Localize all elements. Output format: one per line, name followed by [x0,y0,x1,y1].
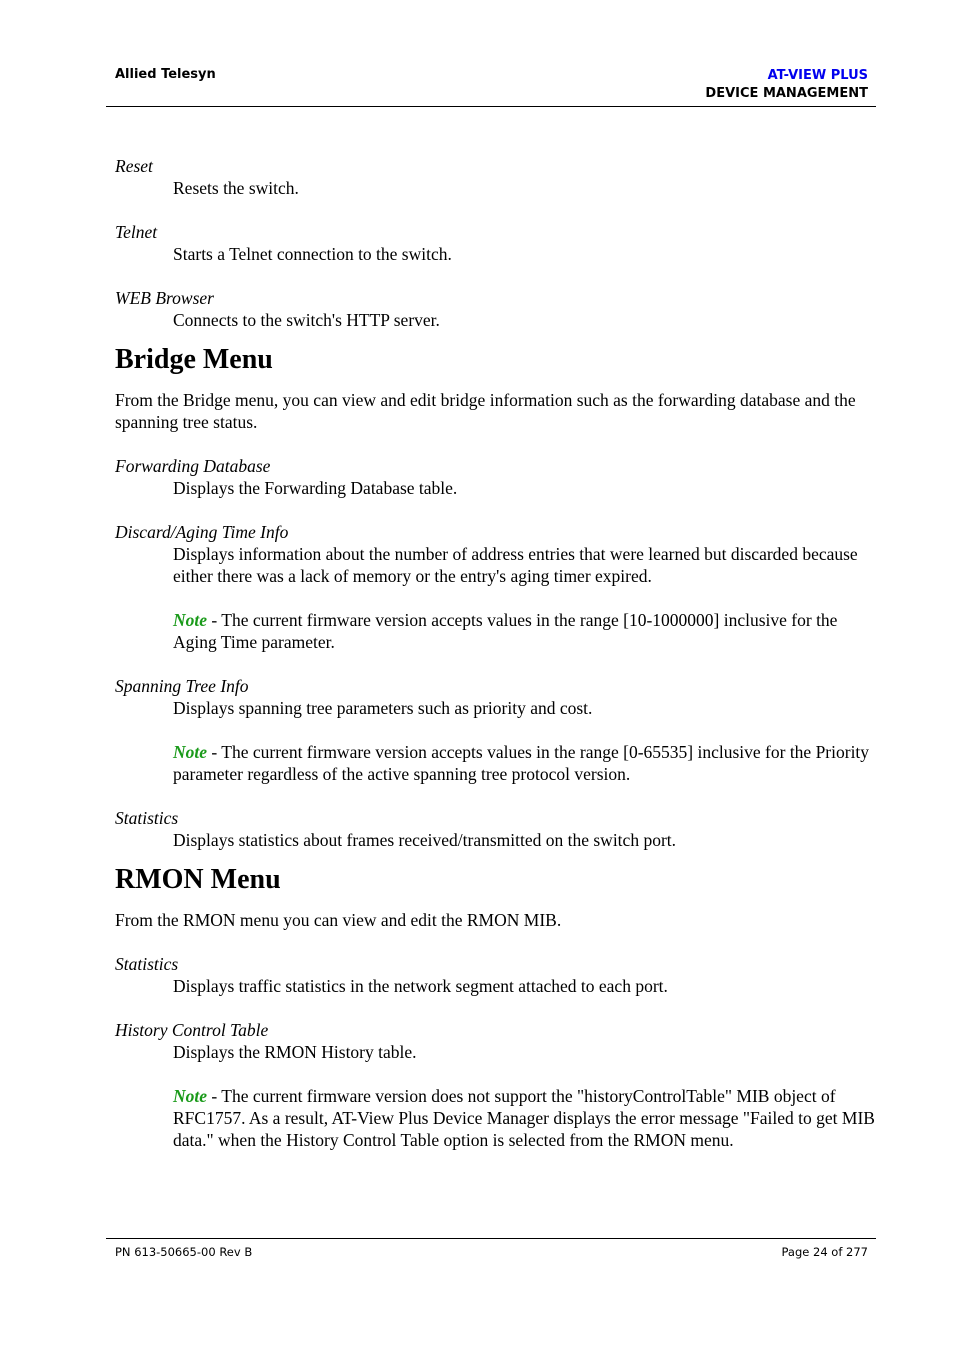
page-content [115,155,875,1151]
desc-discard-aging: Displays information about the number of address entries that were learned but discarded because either there was a lack of memory or the entry's aging timer expired. [173,544,858,586]
note-text: - The current firmware version accepts values in the range [0-65535] inclusive for the Priority parameter regardless of the active spanning tree protocol version. [173,742,870,784]
term-telnet: Telnet [115,222,158,242]
note-label: Note [173,1086,208,1106]
note-text: - The current firmware version accepts values in the range [10-1000000] inclusive for the Aging Time parameter. [173,610,838,652]
header-section: DEVICE MANAGEMENT [705,86,868,101]
footer-page-number: Page 24 of 277 [781,1245,868,1259]
footer-divider [106,1238,876,1239]
term-reset: Reset [115,156,153,176]
bridge-intro: From the Bridge menu, you can view and edit bridge information such as the forwarding database and the spanning tree status. [115,390,856,432]
term-discard-aging: Discard/Aging Time Info [115,522,289,542]
note-spanning-tree [173,741,875,785]
footer-part-number: PN 613-50665-00 Rev B [115,1245,253,1259]
desc-bridge-statistics: Displays statistics about frames received/transmitted on the switch port. [173,830,677,850]
desc-rmon-statistics: Displays traffic statistics in the network segment attached to each port. [173,976,668,996]
term-spanning-tree: Spanning Tree Info [115,676,249,696]
term-rmon-statistics: Statistics [115,954,179,974]
heading-rmon-menu: RMON Menu [115,864,281,895]
note-label: Note [173,610,208,630]
note-history-control [173,1085,875,1151]
header-divider [106,106,876,107]
term-bridge-statistics: Statistics [115,808,179,828]
desc-web-browser: Connects to the switch's HTTP server. [173,310,440,330]
heading-bridge-menu: Bridge Menu [115,344,273,375]
desc-telnet: Starts a Telnet connection to the switch. [173,244,452,264]
header-company: Allied Telesyn [115,67,216,82]
term-web-browser: WEB Browser [115,288,214,308]
desc-history-control: Displays the RMON History table. [173,1042,417,1062]
term-forwarding-database: Forwarding Database [115,456,271,476]
term-history-control: History Control Table [115,1020,269,1040]
desc-spanning-tree: Displays spanning tree parameters such as priority and cost. [173,698,593,718]
desc-reset: Resets the switch. [173,178,299,198]
note-discard-aging [173,609,875,653]
note-text: - The current firmware version does not support the "historyControlTable" MIB object of RFC1757. As a result, AT-View Plus Device Manager displays the error message "Failed to get MIB data." when the History Control Table option is selected from the RMON menu. [173,1086,875,1150]
header-product: AT-VIEW PLUS [767,68,868,83]
note-label: Note [173,742,208,762]
desc-forwarding-database: Displays the Forwarding Database table. [173,478,458,498]
header-title-block [705,67,868,103]
rmon-intro: From the RMON menu you can view and edit the RMON MIB. [115,910,562,930]
